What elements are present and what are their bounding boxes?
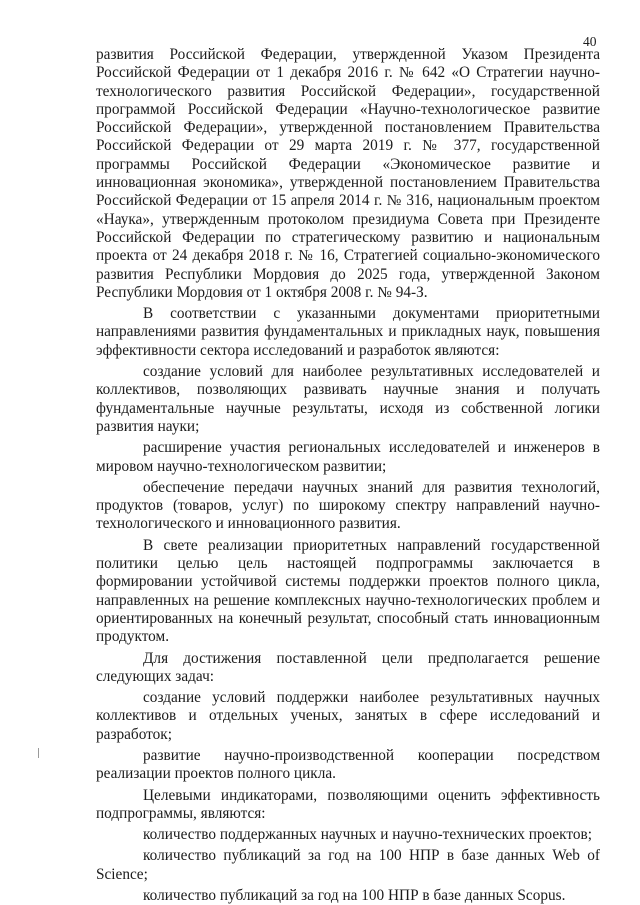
margin-mark bbox=[38, 748, 39, 758]
list-item-regional-participation: расширение участия региональных исследователей и инженеров в мировом научно-технологическом развитии; bbox=[96, 439, 600, 475]
list-item-web-of-science: количество публикаций за год на 100 НПР в базе данных Web of Science; bbox=[96, 847, 600, 883]
page-body bbox=[96, 46, 600, 905]
paragraph-strategy-references: развития Российской Федерации, утвержденной Указом Президента Российской Федерации от 1 декабря 2016 г. № 642 «О Стратегии научно-технологического развития Российской Федерации», государственной программой Российской Федерации «Научно-технологическое развитие Российской Федерации», утвержденной постановлением Правительства Российской Федерации от 29 марта 2019 г. № 377, государственной программы Российской Федерации «Экономическое развитие и инновационная экономика», утвержденной постановлением Правительства Российской Федерации от 15 апреля 2014 г. № 316, национальным проектом «Наука», утвержденным протоколом президиума Совета при Президенте Российской Федерации по стратегическому развитию и национальным проекта от 24 декабря 2018 г. № 16, Стратегией социально-экономического развития Республики Мордовия до 2025 года, утвержденной Законом Республики Мордовия от 1 октября 2008 г. № 94-З. bbox=[96, 46, 600, 301]
list-item-knowledge-transfer: обеспечение передачи научных знаний для развития технологий, продуктов (товаров, услуг) по широкому спектру направлений научно-технологического и инновационного развития. bbox=[96, 478, 600, 533]
paragraph-subprogram-goal: В свете реализации приоритетных направлений государственной политики целью цель настоящей подпрограммы заключается в формировании устойчивой системы поддержки проектов полного цикла, направленных на решение комплексных научно-технологических проблем и ориентированных на конечный результат, способный стать инновационным продуктом. bbox=[96, 536, 600, 646]
list-item-scopus: количество публикаций за год на 100 НПР в базе данных Scopus. bbox=[143, 887, 566, 905]
list-item-researcher-conditions: создание условий для наиболее результативных исследователей и коллективов, позволяющих развивать научные знания и получать фундаментальные научные результаты, исходя из собственной логики развития науки; bbox=[96, 363, 600, 435]
page-number: 40 bbox=[583, 34, 597, 49]
paragraph-tasks-intro: Для достижения поставленной цели предполагается решение следующих задач: bbox=[96, 649, 600, 685]
list-item-cooperation: развитие научно-производственной кооперации посредством реализации проектов полного цикла. bbox=[96, 746, 600, 783]
paragraph-priority-directions: В соответствии с указанными документами приоритетными направлениями развития фундаментальных и прикладных наук, повышения эффективности сектора исследований и разработок являются: bbox=[96, 305, 600, 359]
paragraph-indicators-intro: Целевыми индикаторами, позволяющими оценить эффективность подпрограммы, являются: bbox=[96, 786, 600, 822]
list-item-support-conditions: создание условий поддержки наиболее результативных научных коллективов и отдельных ученых, занятых в сфере исследований и разработок; bbox=[96, 689, 600, 743]
list-item-supported-projects: количество поддержанных научных и научно-технических проектов; bbox=[143, 826, 593, 844]
